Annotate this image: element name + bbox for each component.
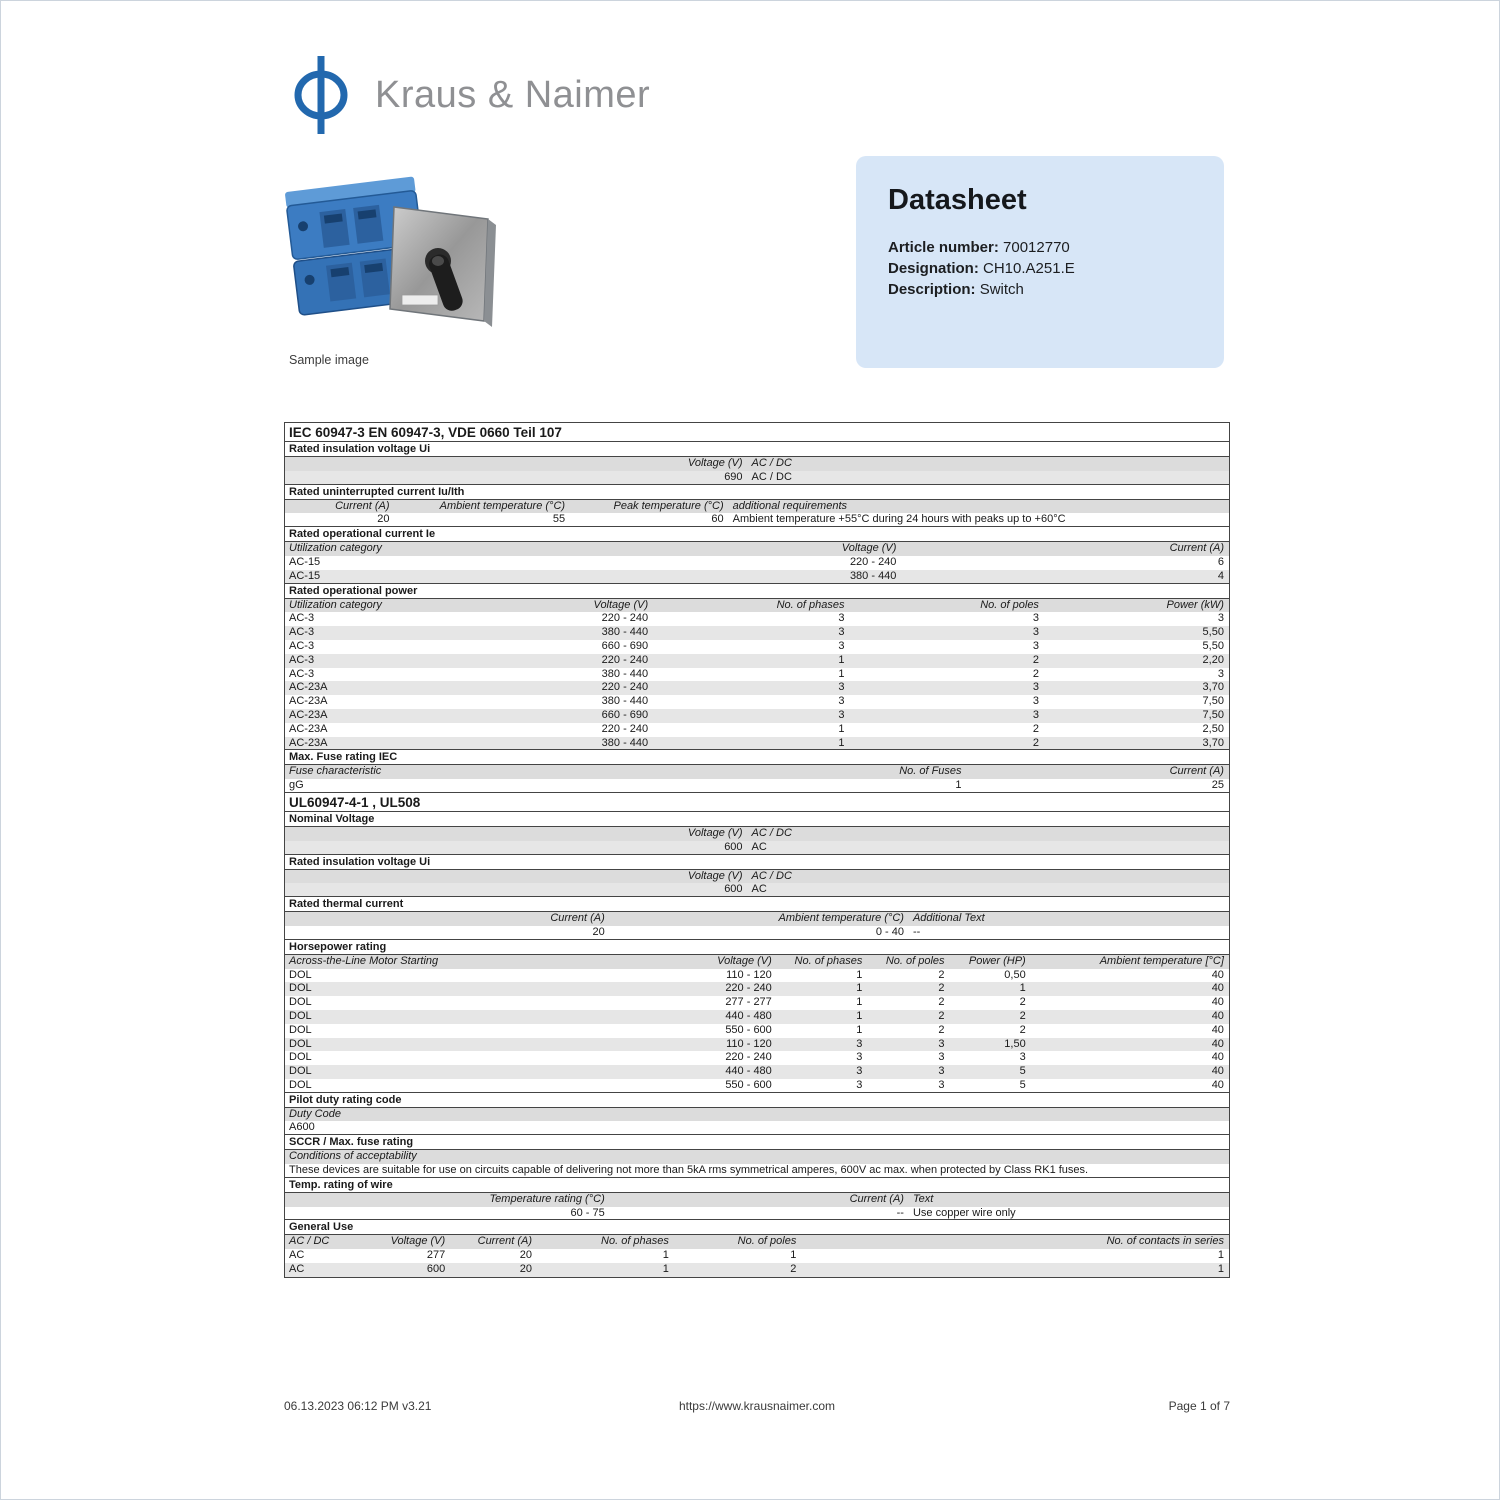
spec-cell: 7,50 — [1202, 708, 1224, 721]
spec-cell: Duty Code — [289, 1107, 341, 1120]
spec-cell: 3 — [938, 1078, 945, 1091]
spec-cell: 3 — [1019, 1051, 1026, 1064]
spec-cell: 2 — [1019, 1009, 1026, 1022]
spec-cell: AC-15 — [289, 569, 321, 582]
spec-cell: 3 — [856, 1078, 863, 1091]
spec-cell: 6 — [1217, 555, 1224, 568]
product-photo — [284, 157, 506, 349]
spec-cell: 40 — [1211, 1078, 1224, 1091]
table-row — [285, 1038, 1229, 1052]
spec-cell: 1 — [1217, 1249, 1224, 1262]
spec-cell: 60 - 75 — [570, 1206, 605, 1219]
spec-cell: AC / DC — [751, 869, 792, 882]
spec-cell: 1 — [838, 667, 845, 680]
spec-cell: No. of poles — [885, 954, 945, 967]
brand-name: Kraus & Naimer — [375, 73, 651, 116]
spec-cell: Voltage (V) — [687, 869, 743, 882]
spec-cell: AC-3 — [289, 626, 315, 639]
spec-cell: DOL — [289, 1009, 312, 1022]
spec-cell: 20 — [519, 1249, 533, 1262]
spec-cell: Ambient temperature [°C] — [1099, 954, 1224, 967]
spec-cell: AC — [751, 883, 767, 896]
spec-cell: 5,50 — [1202, 626, 1224, 639]
table-row — [285, 737, 1229, 751]
table-row — [285, 1051, 1229, 1065]
spec-cell: 40 — [1211, 1037, 1224, 1050]
spec-cell: 3 — [1032, 695, 1039, 708]
spec-cell: 1 — [856, 996, 863, 1009]
spec-cell: 40 — [1211, 968, 1224, 981]
spec-cell: 110 - 120 — [726, 1037, 772, 1050]
spec-cell: 2,50 — [1202, 722, 1224, 735]
table-row — [285, 681, 1229, 695]
section-title: Rated operational current Ie — [285, 526, 1229, 542]
section-title: Rated insulation voltage Ui — [285, 441, 1229, 457]
spec-cell: 55 — [552, 513, 566, 526]
spec-cell: 2 — [938, 1009, 945, 1022]
spec-cell: AC-23A — [289, 681, 328, 694]
spec-cell: AC-23A — [289, 708, 328, 721]
table-row — [285, 982, 1229, 996]
spec-cell: 1 — [838, 736, 845, 749]
section-title: Nominal Voltage — [285, 811, 1229, 827]
footer-url-link[interactable]: https://www.krausnaimer.com — [678, 1399, 836, 1413]
spec-cell: 25 — [1211, 779, 1224, 792]
info-field-article-number — [888, 237, 1192, 258]
spec-cell: DOL — [289, 982, 312, 995]
spec-cell: 1 — [662, 1263, 669, 1276]
table-row — [285, 969, 1229, 983]
spec-cell: AC / DC — [751, 826, 792, 839]
spec-cell: 1 — [955, 779, 962, 792]
spec-cell: 220 - 240 — [725, 982, 772, 995]
spec-cell: 7,50 — [1202, 695, 1224, 708]
spec-cell: 1 — [662, 1249, 669, 1262]
spec-cell: Ambient temperature (°C) — [778, 912, 904, 925]
spec-cell: 440 - 480 — [725, 1065, 772, 1078]
spec-cell: AC / DC — [751, 470, 792, 483]
spec-cell: 600 — [426, 1263, 446, 1276]
spec-cell: 0,50 — [1004, 968, 1026, 981]
section-title: SCCR / Max. fuse rating — [285, 1134, 1229, 1150]
spec-cell: 40 — [1211, 1023, 1224, 1036]
table-row — [285, 612, 1229, 626]
spec-cell: 220 - 240 — [601, 612, 649, 625]
spec-cell: 2 — [1032, 736, 1039, 749]
spec-cell: 277 - 277 — [725, 996, 772, 1009]
spec-cell: Voltage (V) — [687, 457, 743, 469]
section-title: Rated thermal current — [285, 896, 1229, 912]
spec-cell: -- — [896, 1206, 904, 1219]
field-label: Article number: — [888, 239, 999, 256]
section-title: Max. Fuse rating IEC — [285, 749, 1229, 765]
spec-cell: No. of phases — [794, 954, 863, 967]
spec-cell: 550 - 600 — [725, 1023, 772, 1036]
spec-cell: Current (A) — [849, 1192, 904, 1205]
spec-cell: Fuse characteristic — [289, 765, 382, 778]
spec-cell: 3 — [1032, 626, 1039, 639]
table-row — [285, 1249, 1229, 1263]
spec-cell: additional requirements — [732, 499, 848, 512]
column-header-row — [285, 1235, 1229, 1249]
spec-cell: -- — [912, 925, 921, 938]
spec-cell: 40 — [1211, 1009, 1224, 1022]
spec-cell: 3 — [838, 708, 845, 721]
spec-cell: 3 — [856, 1051, 863, 1064]
spec-cell: 2 — [938, 968, 945, 981]
table-row — [285, 996, 1229, 1010]
spec-cell: 110 - 120 — [726, 968, 772, 981]
spec-cell: 220 - 240 — [725, 1051, 772, 1064]
spec-cell: AC-3 — [289, 653, 315, 666]
spec-cell: 2 — [938, 1023, 945, 1036]
spec-cell: 440 - 480 — [725, 1009, 772, 1022]
spec-cell: DOL — [289, 1051, 312, 1064]
spec-cell: AC-23A — [289, 736, 328, 749]
field-value: CH10.A251.E — [983, 260, 1075, 277]
table-row — [285, 626, 1229, 640]
spec-cell: 600 — [724, 883, 743, 896]
datasheet-info-box — [856, 156, 1224, 368]
table-row — [285, 556, 1229, 570]
spec-cell: 550 - 600 — [725, 1078, 772, 1091]
spec-cell: 1 — [856, 1023, 863, 1036]
table-row — [285, 1207, 1229, 1221]
spec-cell: 380 - 440 — [601, 695, 649, 708]
column-header-row — [285, 955, 1229, 969]
spec-cell: 1 — [838, 653, 845, 666]
spec-cell: 2 — [1032, 722, 1039, 735]
spec-cell: 220 - 240 — [601, 722, 649, 735]
spec-cell: AC-3 — [289, 612, 315, 625]
spec-cell: DOL — [289, 1078, 312, 1091]
spec-cell: 4 — [1217, 569, 1224, 582]
table-row — [285, 1024, 1229, 1038]
spec-cell: 3 — [838, 639, 845, 652]
spec-cell: 600 — [724, 840, 743, 853]
spec-cell: 220 - 240 — [601, 681, 649, 694]
spec-cell: 660 - 690 — [601, 708, 649, 721]
spec-cell: AC-3 — [289, 667, 315, 680]
table-row — [285, 668, 1229, 682]
spec-cell: Current (A) — [1169, 765, 1224, 778]
switch-product-image — [284, 157, 506, 349]
spec-cell: Current (A) — [1169, 542, 1224, 555]
spec-table — [284, 422, 1230, 1278]
table-row — [285, 709, 1229, 723]
table-row — [285, 695, 1229, 709]
table-row — [285, 1065, 1229, 1079]
spec-cell: AC / DC — [289, 1235, 330, 1248]
spec-cell: 3 — [1217, 612, 1224, 625]
spec-cell: 2 — [938, 982, 945, 995]
table-row — [285, 1121, 1229, 1135]
spec-cell: 3 — [938, 1037, 945, 1050]
spec-cell: 0 - 40 — [875, 925, 904, 938]
table-row — [285, 926, 1229, 940]
column-header-row — [285, 765, 1229, 779]
table-row — [285, 1010, 1229, 1024]
spec-cell: Voltage (V) — [593, 598, 649, 611]
spec-cell: 2 — [1032, 667, 1039, 680]
table-row — [285, 570, 1229, 584]
column-header-row — [285, 1193, 1229, 1207]
spec-cell: Voltage (V) — [717, 954, 772, 967]
spec-cell: 1 — [790, 1249, 797, 1262]
spec-cell: No. of poles — [980, 598, 1039, 611]
spec-cell: 1 — [838, 722, 845, 735]
spec-cell: No. of phases — [776, 598, 845, 611]
spec-cell: 3 — [838, 612, 845, 625]
sample-image-caption: Sample image — [289, 353, 369, 367]
spec-cell: Voltage (V) — [841, 542, 897, 555]
spec-cell: 3 — [938, 1065, 945, 1078]
table-row — [285, 640, 1229, 654]
spec-cell: 2 — [1019, 1023, 1026, 1036]
table-row — [285, 1263, 1229, 1277]
spec-cell: Power (HP) — [968, 954, 1026, 967]
column-header-row — [285, 542, 1229, 556]
spec-cell: 60 — [711, 513, 724, 526]
spec-cell: These devices are suitable for use on circuits capable of delivering not more than 5kA rms symmetrical amperes, 600V ac max. when protected by Class RK1 fuses. — [289, 1164, 1089, 1177]
column-header-row — [285, 457, 1229, 471]
spec-cell: AC — [751, 840, 767, 853]
column-header-row — [285, 500, 1229, 514]
spec-cell: No. of contacts in series — [1106, 1235, 1224, 1248]
spec-cell: Current (A) — [550, 912, 605, 925]
spec-cell: Conditions of acceptability — [289, 1150, 417, 1163]
spec-cell: 20 — [519, 1263, 533, 1276]
column-header-row — [285, 912, 1229, 926]
spec-cell: 20 — [377, 513, 390, 526]
spec-cell: Text — [912, 1192, 934, 1205]
spec-cell: 3 — [1032, 681, 1039, 694]
spec-cell: AC-3 — [289, 639, 315, 652]
spec-cell: DOL — [289, 1023, 312, 1036]
footer-page-number: Page 1 of 7 — [1168, 1399, 1230, 1413]
table-row — [285, 1164, 1229, 1178]
spec-cell: DOL — [289, 996, 312, 1009]
spec-cell: 1 — [1019, 982, 1026, 995]
spec-cell: 40 — [1211, 1065, 1224, 1078]
spec-cell: AC-23A — [289, 722, 328, 735]
spec-cell: Ambient temperature +55°C during 24 hours with peaks up to +60°C — [732, 513, 1066, 526]
brand — [289, 53, 650, 137]
column-header-row — [285, 1150, 1229, 1164]
table-row — [285, 513, 1229, 527]
spec-cell: AC — [289, 1263, 305, 1276]
spec-cell: 40 — [1211, 982, 1224, 995]
spec-cell: AC / DC — [751, 457, 792, 469]
spec-cell: DOL — [289, 1065, 312, 1078]
field-value: Switch — [979, 281, 1024, 298]
footer-date-version: 06.13.2023 06:12 PM v3.21 — [284, 1399, 432, 1413]
spec-cell: 1 — [856, 982, 863, 995]
spec-cell: Voltage (V) — [390, 1235, 446, 1248]
field-label: Description: — [888, 281, 976, 298]
phi-logo-icon — [289, 53, 353, 137]
spec-cell: 380 - 440 — [601, 626, 649, 639]
table-row — [285, 841, 1229, 855]
spec-cell: 380 - 440 — [601, 736, 649, 749]
spec-cell: 2 — [790, 1263, 797, 1276]
spec-cell: 277 — [426, 1249, 446, 1262]
standard-heading: IEC 60947-3 EN 60947-3, VDE 0660 Teil 107 — [285, 423, 1229, 442]
spec-cell: 3 — [1032, 612, 1039, 625]
spec-cell: 2,20 — [1202, 653, 1224, 666]
info-field-designation — [888, 258, 1192, 279]
spec-cell: 5 — [1019, 1065, 1026, 1078]
spec-cell: 1 — [856, 1009, 863, 1022]
spec-cell: Utilization category — [289, 542, 382, 555]
spec-cell: 40 — [1211, 996, 1224, 1009]
spec-cell: 3 — [856, 1037, 863, 1050]
column-header-row — [285, 599, 1229, 613]
spec-cell: 1,50 — [1004, 1037, 1026, 1050]
spec-cell: 5,50 — [1202, 639, 1224, 652]
spec-cell: Power (kW) — [1166, 598, 1224, 611]
spec-cell: Current (A) — [335, 499, 390, 512]
spec-cell: Peak temperature (°C) — [613, 499, 724, 512]
section-title: General Use — [285, 1219, 1229, 1235]
datasheet-title: Datasheet — [888, 184, 1027, 216]
spec-cell: 1 — [856, 968, 863, 981]
spec-cell: 660 - 690 — [601, 639, 649, 652]
spec-cell: 3 — [838, 681, 845, 694]
section-title: Horsepower rating — [285, 939, 1229, 955]
table-row — [285, 883, 1229, 897]
spec-cell: 3 — [1032, 639, 1039, 652]
spec-cell: AC-15 — [289, 555, 321, 568]
spec-cell: A600 — [289, 1121, 315, 1134]
spec-cell: 3 — [938, 1051, 945, 1064]
spec-cell: Across-the-Line Motor Starting — [289, 954, 439, 967]
column-header-row — [285, 870, 1229, 884]
spec-cell: Use copper wire only — [912, 1206, 1016, 1219]
spec-cell: 380 - 440 — [849, 569, 897, 582]
spec-cell: 3,70 — [1202, 681, 1224, 694]
table-row — [285, 723, 1229, 737]
table-row — [285, 1079, 1229, 1093]
table-row — [285, 779, 1229, 793]
spec-cell: No. of phases — [601, 1235, 669, 1248]
standard-heading: UL60947-4-1 , UL508 — [285, 792, 1229, 812]
spec-cell: gG — [289, 779, 304, 792]
spec-cell: AC-23A — [289, 695, 328, 708]
spec-cell: 3 — [1217, 667, 1224, 680]
spec-cell: DOL — [289, 1037, 312, 1050]
spec-cell: 380 - 440 — [601, 667, 649, 680]
field-label: Designation: — [888, 260, 979, 277]
spec-cell: 2 — [938, 996, 945, 1009]
spec-cell: 2 — [1019, 996, 1026, 1009]
spec-cell: 5 — [1019, 1078, 1026, 1091]
section-title: Rated uninterrupted current Iu/Ith — [285, 484, 1229, 500]
spec-cell: 3,70 — [1202, 736, 1224, 749]
column-header-row — [285, 1108, 1229, 1122]
column-header-row — [285, 827, 1229, 841]
table-row — [285, 471, 1229, 485]
spec-cell: Additional Text — [912, 912, 985, 925]
spec-cell: 40 — [1211, 1051, 1224, 1064]
spec-cell: No. of poles — [737, 1235, 797, 1248]
spec-cell: 20 — [592, 925, 605, 938]
section-title: Rated operational power — [285, 583, 1229, 599]
spec-cell: 3 — [856, 1065, 863, 1078]
spec-cell: 220 - 240 — [601, 653, 649, 666]
spec-cell: 690 — [724, 470, 743, 483]
spec-cell: 2 — [1032, 653, 1039, 666]
section-title: Temp. rating of wire — [285, 1177, 1229, 1193]
section-title: Pilot duty rating code — [285, 1092, 1229, 1108]
table-row — [285, 654, 1229, 668]
spec-cell: Temperature rating (°C) — [489, 1192, 605, 1205]
spec-cell: 220 - 240 — [849, 555, 897, 568]
spec-cell: No. of Fuses — [899, 765, 962, 778]
spec-cell: 3 — [838, 626, 845, 639]
spec-cell: 1 — [1217, 1263, 1224, 1276]
info-field-description — [888, 279, 1192, 300]
spec-cell: DOL — [289, 968, 312, 981]
spec-cell: 3 — [1032, 708, 1039, 721]
spec-cell: 3 — [838, 695, 845, 708]
spec-cell: Current (A) — [477, 1235, 533, 1248]
section-title: Rated insulation voltage Ui — [285, 854, 1229, 870]
field-value: 70012770 — [1003, 239, 1070, 256]
spec-cell: Voltage (V) — [687, 826, 743, 839]
spec-cell: AC — [289, 1249, 305, 1262]
spec-cell: Ambient temperature (°C) — [439, 499, 566, 512]
spec-cell: Utilization category — [289, 598, 382, 611]
